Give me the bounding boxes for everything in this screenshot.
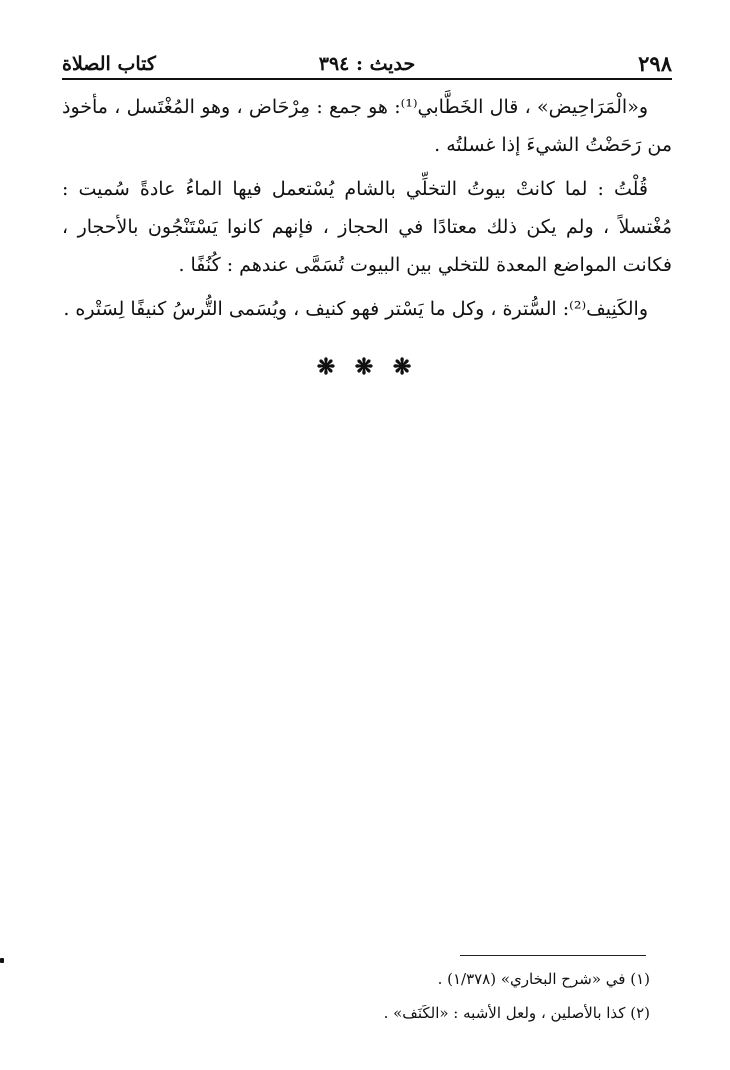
footnote-rule xyxy=(460,955,646,956)
paragraph-qultu: قُلْتُ : لما كانتْ بيوتُ التخلِّي بالشام يُسْتعمل فيها الماءُ عادةً سُميت : مُغْتسلاً ، ولم يكن ذلك معتادًا في الحجاز ، فإنهم كانوا يَسْتَنْجُون بالأحجار ، فكانت المواضع المعدة للتخلي بين البيوت تُسَمَّى عندهم : كُنُفًا . xyxy=(62,178,672,276)
book-title: كتاب الصلاة xyxy=(62,53,156,75)
hadith-number: حديث : ٣٩٤ xyxy=(318,53,416,75)
header-rule xyxy=(62,78,672,80)
running-header xyxy=(62,50,672,80)
footnotes xyxy=(62,962,672,1030)
page-number: ٢٩٨ xyxy=(638,51,672,76)
footnote-2: (٢) كذا بالأصلين ، ولعل الأشبه : «الكَنَف» . xyxy=(383,1004,650,1022)
paragraph-marahid: و«الْمَرَاحِيض» ، قال الخَطَّابي⁽¹⁾: هو جمع : مِرْحَاض ، وهو المُغْتَسل ، مأخوذ من رَحَضْتُ الشيءَ إذا غسلتُه . xyxy=(62,96,672,156)
footnote-1: (١) في «شرح البخاري» (١/٣٧٨) . xyxy=(437,970,650,988)
main-text xyxy=(62,88,672,328)
margin-mark xyxy=(0,958,4,963)
section-separator: ❋ ❋ ❋ xyxy=(316,354,418,380)
paragraph-kanif: والكَنِيف⁽²⁾: السُّترة ، وكل ما يَسْتر فهو كنيف ، ويُسَمى التُّرسُ كنيفًا لِسَتْره . xyxy=(63,298,648,320)
